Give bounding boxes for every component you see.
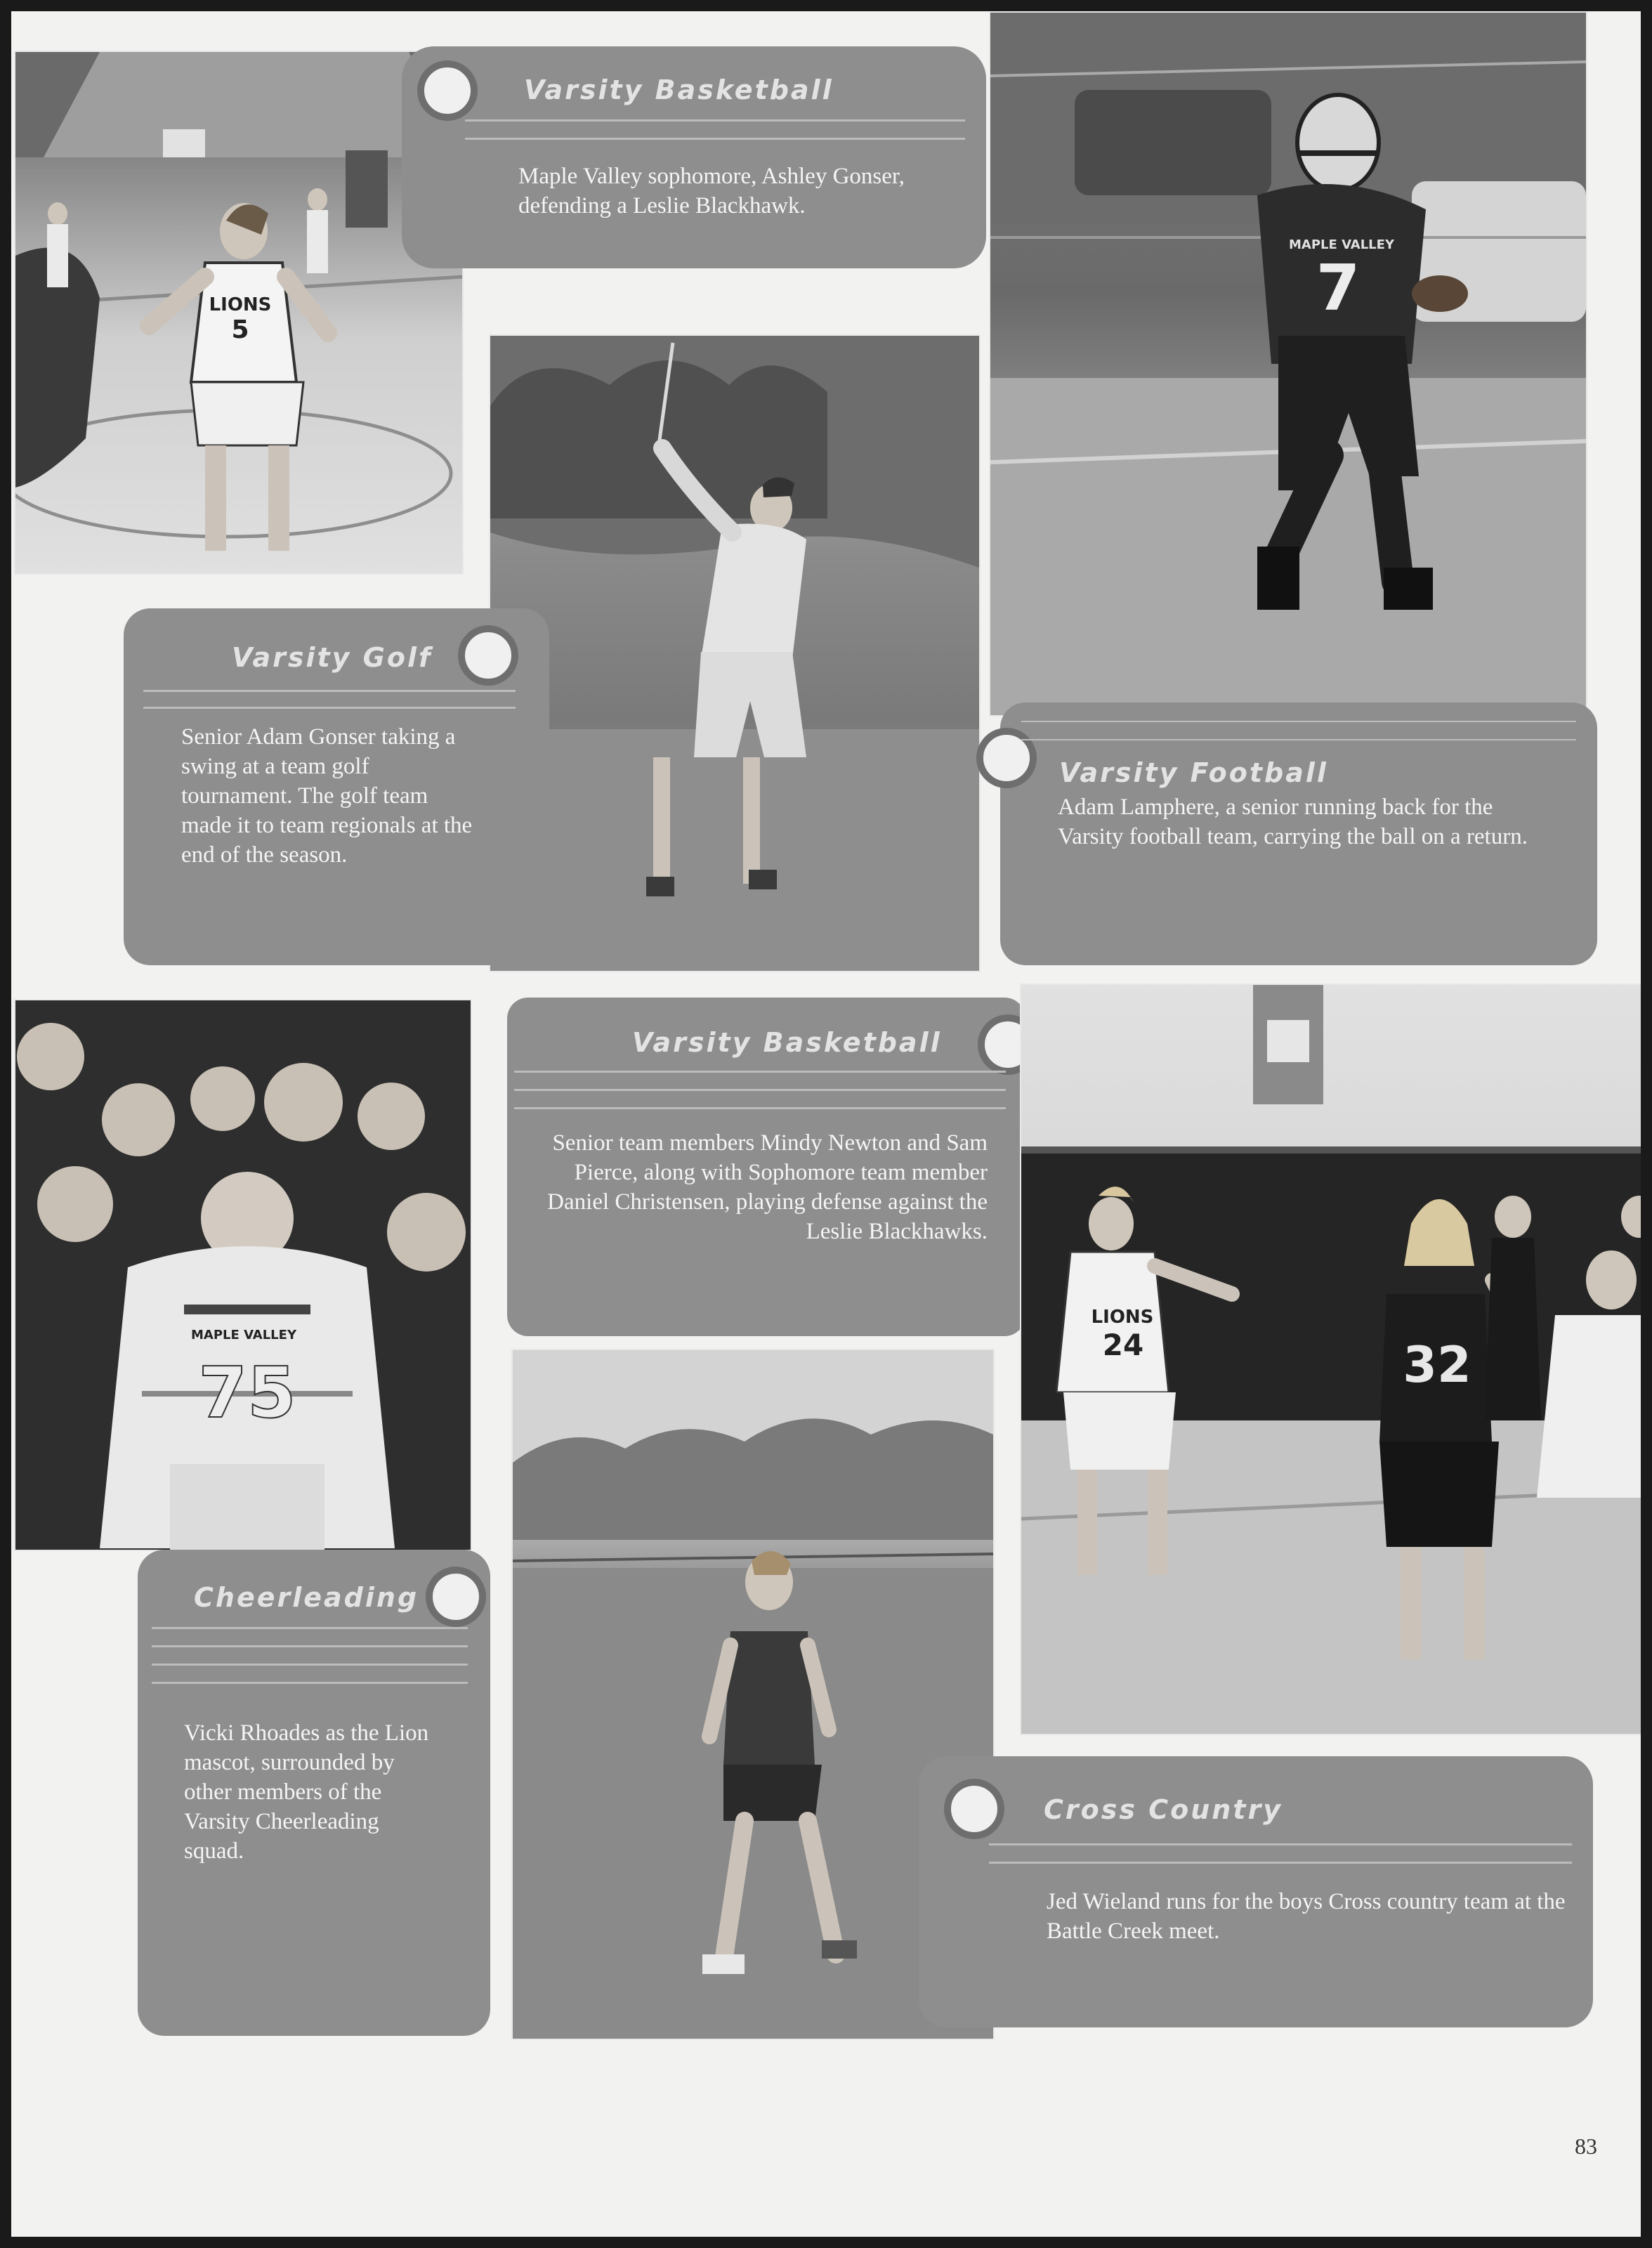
photo-football <box>989 11 1587 717</box>
jersey-number-7: 7 <box>1316 251 1361 325</box>
caption-text: Senior Adam Gonser taking a swing at a team golf tournament. The golf team made it to team regionals at the end of the season. <box>181 724 473 868</box>
section-title: Cheerleading <box>194 1582 419 1613</box>
ring-icon <box>417 60 478 121</box>
caption-box-basketball-mid <box>507 998 1025 1336</box>
caption-box-football <box>1000 702 1597 965</box>
divider <box>465 119 965 122</box>
jersey-lions-text: LIONS <box>209 294 272 315</box>
section-title: Cross Country <box>1044 1794 1283 1825</box>
caption-text: Adam Lamphere, a senior running back for the Varsity football team, carrying the ball on a return. <box>1058 795 1528 849</box>
yearbook-page <box>11 11 1641 2237</box>
photo-cheerleading <box>14 999 472 1551</box>
ring-icon <box>426 1567 486 1627</box>
jersey-maple-valley-text: MAPLE VALLEY <box>1289 237 1394 252</box>
ring-icon <box>976 728 1037 788</box>
ring-icon <box>944 1779 1004 1839</box>
photo-basketball-gonser <box>14 51 464 575</box>
cheerleading-scene <box>15 1000 471 1550</box>
caption-box-golf <box>124 608 549 965</box>
section-title: Varsity Basketball <box>632 1027 942 1058</box>
divider <box>1021 739 1576 740</box>
football-scene <box>990 13 1586 715</box>
caption-text: Maple Valley sophomore, Ashley Gonser, defending a Leslie Blackhawk. <box>518 164 905 218</box>
divider <box>143 690 516 692</box>
page-number: 83 <box>1575 2133 1597 2159</box>
divider <box>514 1107 1006 1109</box>
caption-text: Senior team members Mindy Newton and Sam Pierce, along with Sophomore team member Daniel Christensen, playing defense against the Leslie Blackhawks. <box>547 1130 988 1244</box>
mascot-number-75: 75 <box>198 1352 296 1434</box>
ring-icon <box>458 625 518 686</box>
jersey-number-24: 24 <box>1102 1328 1144 1362</box>
divider <box>514 1089 1006 1091</box>
caption-text: Vicki Rhoades as the Lion mascot, surrounded by other members of the Varsity Cheerleading squad. <box>184 1720 429 1864</box>
divider <box>152 1645 468 1647</box>
divider <box>152 1682 468 1684</box>
divider <box>514 1071 1006 1073</box>
divider <box>143 707 516 709</box>
photo-golf <box>489 334 981 972</box>
divider <box>989 1862 1572 1864</box>
section-title: Varsity Basketball <box>524 74 834 105</box>
jersey-number-5: 5 <box>231 315 249 344</box>
divider <box>465 138 965 140</box>
divider <box>152 1664 468 1666</box>
photo-basketball-defense <box>1020 984 1641 1735</box>
caption-box-basketball-top <box>402 46 986 268</box>
caption-text: Jed Wieland runs for the boys Cross country team at the Battle Creek meet. <box>1047 1889 1566 1944</box>
jersey-lions-text: LIONS <box>1091 1307 1154 1328</box>
jersey-number-32: 32 <box>1403 1336 1471 1394</box>
mascot-maple-valley-text: MAPLE VALLEY <box>191 1328 296 1342</box>
caption-box-cheerleading <box>138 1550 490 2036</box>
golf-scene <box>490 336 979 971</box>
divider <box>152 1627 468 1629</box>
section-title: Varsity Football <box>1059 757 1328 788</box>
section-title: Varsity Golf <box>232 642 433 673</box>
divider <box>1021 721 1576 722</box>
caption-box-cross-country <box>919 1756 1593 2027</box>
divider <box>989 1843 1572 1845</box>
